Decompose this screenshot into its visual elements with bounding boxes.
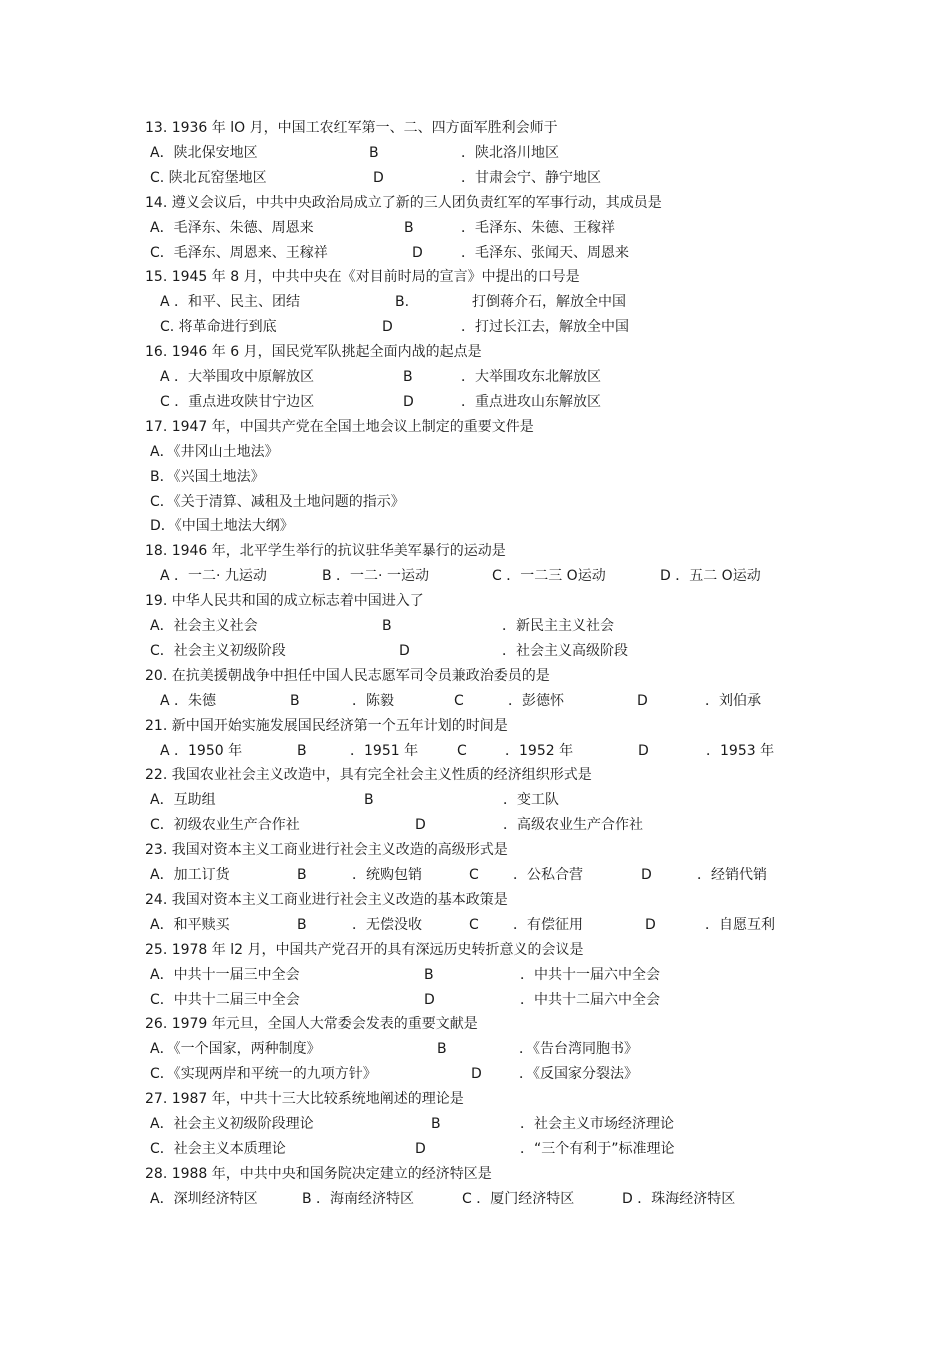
question-text: 14. 遵义会议后，中共中央政治局成立了新的三人团负责红军的军事行动，其成员是 (145, 194, 662, 211)
option-row (0, 1038, 950, 1060)
option-row (0, 1188, 950, 1210)
option-text: ．中共十二届六中全会 (520, 991, 660, 1008)
option-row (0, 789, 950, 811)
question-text: 19. 中华人民共和国的成立标志着中国进入了 (145, 593, 424, 610)
question-text: 16. 1946 年 6 月，国民党军队挑起全面内战的起点是 (145, 344, 482, 361)
option-text: B (431, 1116, 441, 1132)
option-text: ．《告台湾同胞书》 (519, 1041, 638, 1058)
option-text: ．1953 年 (706, 742, 775, 759)
option-text: D (412, 244, 423, 261)
question-text: 13. 1936 年 lO 月，中国工农红军第一、二、四方面军胜利会师于 (145, 120, 558, 136)
option-text: ．毛泽东、张闻天、周恩来 (461, 244, 629, 261)
option-row (0, 740, 950, 762)
option-text: ．中共十一届六中全会 (520, 966, 660, 983)
option-text: A．和平赎买 (150, 916, 230, 933)
option-text: ．统购包销 (352, 867, 422, 883)
option-text: ．“三个有利于”标准理论 (520, 1140, 675, 1157)
option-text: D (382, 319, 393, 336)
option-text: B (403, 369, 413, 385)
option-text: ．无偿没收 (352, 916, 422, 933)
option-text: B (364, 792, 374, 809)
option-row (0, 441, 950, 463)
question-text: 24. 我国对资本主义工商业进行社会主义改造的基本政策是 (145, 891, 508, 908)
option-row (0, 1063, 950, 1085)
option-text: C ．一二三 O运动 (492, 568, 606, 585)
option-text: D (424, 991, 435, 1008)
option-text: C．社会主义初级阶段 (150, 642, 286, 659)
option-text: ．新民主主义社会 (502, 618, 614, 634)
option-text: C ．厦门经济特区 (462, 1190, 575, 1207)
option-text: C．中共十二届三中全会 (150, 991, 300, 1008)
option-text: B (297, 916, 307, 933)
option-text: A ．一二· 九运动 (160, 568, 267, 585)
option-text: B (404, 219, 414, 236)
option-text: ．陕北洛川地区 (461, 144, 559, 161)
option-text: D (645, 916, 656, 933)
option-text: D (415, 817, 426, 834)
question-stem-20 (0, 665, 950, 687)
option-row (0, 989, 950, 1011)
option-row (0, 964, 950, 986)
question-stem-18 (0, 540, 950, 562)
option-text: A．社会主义初级阶段理论 (150, 1116, 314, 1132)
option-text: D (399, 642, 410, 659)
option-text: C (457, 742, 467, 759)
question-stem-23 (0, 839, 950, 861)
question-stem-27 (0, 1088, 950, 1110)
question-text: 17. 1947 年，中国共产党在全国土地会议上制定的重要文件是 (145, 418, 534, 435)
option-row (0, 615, 950, 637)
question-text: 21. 新中国开始实施发展国民经济第一个五年计划的时间是 (145, 717, 508, 734)
option-text: A．毛泽东、朱德、周恩来 (150, 219, 314, 236)
option-text: B (290, 692, 300, 709)
option-text: C (454, 692, 464, 709)
question-stem-16 (0, 341, 950, 363)
option-text: A．《一个国家，两种制度》 (150, 1041, 321, 1058)
option-row (0, 690, 950, 712)
option-row (0, 217, 950, 239)
question-text: 27. 1987 年，中共十三大比较系统地阐述的理论是 (145, 1091, 464, 1108)
option-text: A．深圳经济特区 (150, 1190, 258, 1207)
option-text: D (641, 867, 652, 883)
option-text: D (373, 169, 384, 186)
option-text: ．高级农业生产合作社 (503, 817, 643, 834)
question-text: 26. 1979 年元旦，全国人大常委会发表的重要文献是 (145, 1016, 478, 1033)
option-text: ．甘肃会宁、静宁地区 (461, 169, 601, 186)
option-row (0, 316, 950, 338)
option-text: B (437, 1041, 447, 1058)
option-text: A．陕北保安地区 (150, 144, 258, 161)
option-text: ．1952 年 (505, 742, 574, 759)
option-row (0, 142, 950, 164)
option-row (0, 864, 950, 886)
question-text: 22. 我国农业社会主义改造中，具有完全社会主义性质的经济组织形式是 (145, 767, 592, 784)
option-text: ．大举围攻东北解放区 (461, 369, 601, 385)
option-text: A．互助组 (150, 792, 216, 809)
option-text: ．《反国家分裂法》 (519, 1066, 638, 1083)
option-row (0, 366, 950, 388)
option-row (0, 291, 950, 313)
option-text: A．《井冈山土地法》 (150, 443, 279, 460)
option-row (0, 466, 950, 488)
option-row (0, 814, 950, 836)
option-text: A．加工订货 (150, 867, 230, 883)
option-row (0, 1113, 950, 1135)
option-text: D ．珠海经济特区 (622, 1190, 736, 1207)
option-text: B．《兴国土地法》 (150, 468, 265, 485)
option-text: C. 陕北瓦窑堡地区 (150, 169, 267, 186)
option-text: ．变工队 (503, 792, 559, 809)
question-text: 18. 1946 年，北平学生举行的抗议驻华美军暴行的运动是 (145, 543, 506, 560)
option-text: ．重点进攻山东解放区 (461, 393, 601, 410)
option-text: ．彭德怀 (508, 692, 564, 709)
option-text: C (469, 867, 479, 883)
option-row (0, 1138, 950, 1160)
question-stem-15 (0, 266, 950, 288)
option-text: D (638, 742, 649, 759)
question-stem-17 (0, 416, 950, 438)
option-text: C ．重点进攻陕甘宁边区 (160, 393, 315, 410)
option-text: C (469, 916, 479, 933)
question-stem-22 (0, 764, 950, 786)
option-text: A．中共十一届三中全会 (150, 966, 300, 983)
option-text: 打倒蒋介石，解放全中国 (472, 294, 626, 311)
option-text: D (415, 1140, 426, 1157)
question-stem-26 (0, 1013, 950, 1035)
option-text: B (297, 742, 307, 759)
option-text: ．经销代销 (697, 867, 767, 883)
question-stem-24 (0, 889, 950, 911)
option-text: C．《关于清算、减租及土地问题的指示》 (150, 493, 405, 510)
option-text: ．1951 年 (350, 742, 419, 759)
option-row (0, 565, 950, 587)
option-row (0, 491, 950, 513)
question-text: 20. 在抗美援朝战争中担任中国人民志愿军司令员兼政治委员的是 (145, 667, 550, 684)
question-text: 25. 1978 年 l2 月，中国共产党召开的具有深远历史转折意义的会议是 (145, 941, 584, 958)
question-text: 23. 我国对资本主义工商业进行社会主义改造的高级形式是 (145, 842, 508, 859)
question-stem-13 (0, 117, 950, 139)
option-row (0, 391, 950, 413)
option-text: C．初级农业生产合作社 (150, 817, 300, 834)
option-row (0, 242, 950, 264)
question-stem-28 (0, 1163, 950, 1185)
option-text: ．毛泽东、朱德、王稼祥 (461, 219, 615, 236)
option-text: B (297, 867, 307, 883)
option-text: A ．1950 年 (160, 742, 243, 759)
option-text: A．社会主义社会 (150, 618, 258, 634)
option-text: B. (395, 294, 410, 311)
question-stem-19 (0, 590, 950, 612)
option-row (0, 914, 950, 936)
question-text: 15. 1945 年 8 月，中共中央在《对目前时局的宣言》中提出的口号是 (145, 269, 580, 286)
option-text: ．公私合营 (513, 867, 583, 883)
option-text: D (471, 1066, 482, 1083)
option-text: C．《实现两岸和平统一的九项方针》 (150, 1066, 377, 1083)
option-text: ．社会主义市场经济理论 (520, 1116, 674, 1132)
option-text: D．《中国土地法大纲》 (150, 518, 294, 535)
option-row (0, 515, 950, 537)
option-text: ．有偿征用 (513, 916, 583, 933)
option-text: A ．朱德 (160, 692, 217, 709)
option-text: A ．和平、民主、团结 (160, 294, 301, 311)
option-text: C．社会主义本质理论 (150, 1140, 286, 1157)
option-text: B ．海南经济特区 (302, 1190, 415, 1207)
option-text: B ．一二· 一运动 (322, 568, 429, 585)
option-text: D (403, 393, 414, 410)
option-text: B (424, 966, 434, 983)
question-text: 28. 1988 年，中共中央和国务院决定建立的经济特区是 (145, 1165, 492, 1182)
option-text: C. 将革命进行到底 (160, 319, 277, 336)
option-text: A ．大举围攻中原解放区 (160, 369, 315, 385)
question-stem-25 (0, 939, 950, 961)
option-text: B (382, 618, 392, 634)
option-text: D ．五二 O运动 (660, 568, 761, 585)
option-text: D (637, 692, 648, 709)
question-stem-14 (0, 192, 950, 214)
option-text: C．毛泽东、周恩来、王稼祥 (150, 244, 328, 261)
question-stem-21 (0, 715, 950, 737)
option-row (0, 167, 950, 189)
option-text: ．刘伯承 (705, 692, 761, 709)
option-text: ．打过长江去，解放全中国 (461, 319, 629, 336)
option-text: ．自愿互利 (705, 916, 775, 933)
option-row (0, 640, 950, 662)
option-text: ．陈毅 (352, 692, 394, 709)
option-text: ．社会主义高级阶段 (502, 642, 628, 659)
option-text: B (369, 144, 379, 161)
